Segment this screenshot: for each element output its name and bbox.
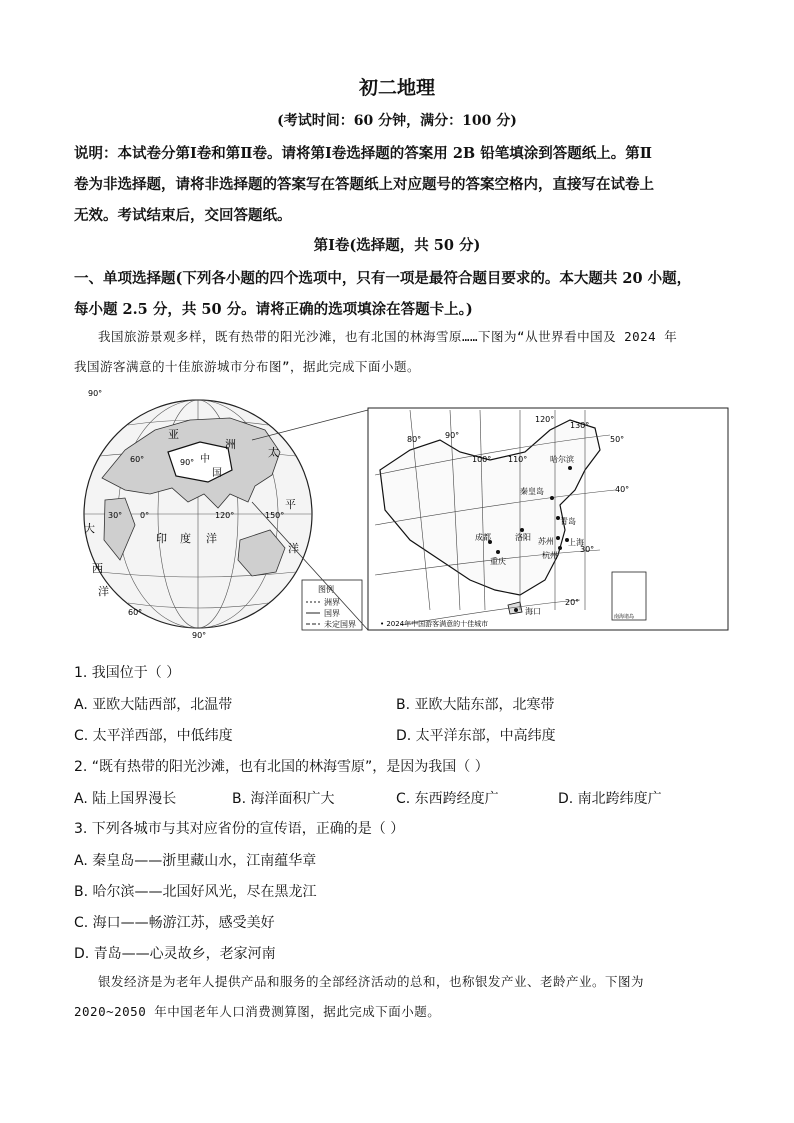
map-figure <box>80 390 730 640</box>
svg-text:30°: 30° <box>580 545 595 554</box>
city-shanghai: 上海 <box>568 538 584 547</box>
question-2-option-c[interactable]: C. 东西跨经度广 <box>396 791 499 807</box>
svg-text:洋: 洋 <box>288 542 299 555</box>
china-map <box>368 408 728 630</box>
svg-text:洲: 洲 <box>225 438 236 451</box>
svg-text:110°: 110° <box>508 455 528 464</box>
city-qingdao: 青岛 <box>560 517 576 526</box>
city-haikou: 海口 <box>525 607 541 616</box>
south-china-sea-inset-label: 南海诸岛 <box>614 614 635 620</box>
svg-text:20°: 20° <box>565 598 580 607</box>
svg-text:120°: 120° <box>535 415 555 424</box>
question-3-option-c[interactable]: C. 海口——畅游江苏，感受美好 <box>74 915 275 931</box>
exam-instructions: 说明：本试卷分第Ⅰ卷和第Ⅱ卷。请将第Ⅰ卷选择题的答案用 2B 铅笔填涂到答题纸上。第Ⅱ 卷为非选择题，请将非选择题的答案写在答题纸上对应题号的答案空格内，直接写在试卷上 无效。考试结束后，交回答题纸。 <box>74 145 654 224</box>
question-1-option-a[interactable]: A. 亚欧大陆西部，北温带 <box>74 697 233 713</box>
globe-lon-90-label: 90° <box>180 458 195 467</box>
question-1-option-d[interactable]: D. 太平洋东部，中高纬度 <box>396 728 556 744</box>
globe-lat-90n-label: 90° <box>88 390 103 398</box>
svg-text:50°: 50° <box>610 435 625 444</box>
exam-info: (考试时间：60 分钟，满分：100 分) <box>277 113 517 129</box>
svg-text:国: 国 <box>212 468 222 479</box>
question-2-option-b[interactable]: B. 海洋面积广大 <box>232 791 335 807</box>
question-2-option-d[interactable]: D. 南北跨纬度广 <box>558 791 662 807</box>
reading-passage-2: 银发经济是为老年人提供产品和服务的全部经济活动的总和，也称银发产业、老龄产业。下图为 2020~2050 年中国老年人口消费测算图，据此完成下面小题。 <box>74 974 645 1019</box>
part-instruction: 一、单项选择题(下列各小题的四个选项中，只有一项是最符合题目要求的。本大题共 20 小题， 每小题 2.5 分，共 50 分。请将正确的选项填涂在答题卡上。) <box>74 270 692 318</box>
globe-lat-60s-label: 60° <box>128 608 143 617</box>
globe-map <box>84 390 312 640</box>
svg-text:平: 平 <box>285 498 296 511</box>
city-luoyang: 洛阳 <box>515 533 531 542</box>
globe-lat-90s-label: 90° <box>192 631 207 640</box>
svg-text:国界: 国界 <box>324 609 340 618</box>
question-2-option-a[interactable]: A. 陆上国界漫长 <box>74 791 177 807</box>
globe-lat-0-label: 0° <box>140 511 150 520</box>
svg-text:中: 中 <box>200 454 210 465</box>
question-3-option-a[interactable]: A. 秦皇岛——浙里藏山水，江南蕴华章 <box>74 853 317 869</box>
svg-text:130°: 130° <box>570 421 590 430</box>
svg-text:洋: 洋 <box>206 532 217 545</box>
svg-text:图例: 图例 <box>318 585 334 594</box>
svg-text:太: 太 <box>268 446 279 459</box>
city-hangzhou: 杭州 <box>542 551 558 560</box>
question-3-option-b[interactable]: B. 哈尔滨——北国好风光，尽在黑龙江 <box>74 884 317 900</box>
city-harbin: 哈尔滨 <box>550 455 574 464</box>
page-title: 初二地理 <box>358 77 435 99</box>
svg-text:西: 西 <box>92 562 103 575</box>
city-qinhuangdao: 秦皇岛 <box>520 487 544 496</box>
svg-text:洲界: 洲界 <box>324 598 340 607</box>
globe-lon-120-label: 120° <box>215 511 235 520</box>
globe-lon-60-label: 60° <box>130 455 145 464</box>
china-map-caption: • 2024年中国游客满意的十佳城市 <box>380 620 489 628</box>
svg-text:印: 印 <box>156 532 167 545</box>
city-suzhou: 苏州 <box>538 537 554 546</box>
question-1-option-b[interactable]: B. 亚欧大陆东部，北寒带 <box>396 697 555 713</box>
svg-text:100°: 100° <box>472 455 492 464</box>
svg-text:洋: 洋 <box>98 585 109 598</box>
reading-passage-1: 我国旅游景观多样，既有热带的阳光沙滩，也有北国的林海雪原……下图为“从世界看中国及 2024 年 我国游客满意的十佳旅游城市分布图”，据此完成下面小题。 <box>74 329 678 374</box>
svg-text:90°: 90° <box>445 431 460 440</box>
question-2-stem: 2. “既有热带的阳光沙滩，也有北国的林海雪原”，是因为我国（ ） <box>74 759 489 775</box>
globe-lon-30-label: 30° <box>108 511 123 520</box>
globe-legend <box>302 580 362 630</box>
svg-text:大: 大 <box>84 522 95 535</box>
svg-text:亚: 亚 <box>168 428 179 441</box>
svg-text:度: 度 <box>180 532 191 545</box>
svg-text:40°: 40° <box>615 485 630 494</box>
svg-text:未定国界: 未定国界 <box>324 620 356 629</box>
question-1-option-c[interactable]: C. 太平洋西部，中低纬度 <box>74 728 233 744</box>
globe-lon-150-label: 150° <box>265 511 285 520</box>
question-3-option-d[interactable]: D. 青岛——心灵故乡，老家河南 <box>74 946 276 962</box>
city-chengdu: 成都 <box>475 533 491 542</box>
question-1-stem: 1. 我国位于（ ） <box>74 665 181 681</box>
question-3-stem: 3. 下列各城市与其对应省份的宣传语，正确的是（ ） <box>74 821 405 837</box>
section-title: 第Ⅰ卷(选择题，共 50 分) <box>313 237 481 254</box>
svg-text:80°: 80° <box>407 435 422 444</box>
city-chongqing: 重庆 <box>490 557 506 566</box>
